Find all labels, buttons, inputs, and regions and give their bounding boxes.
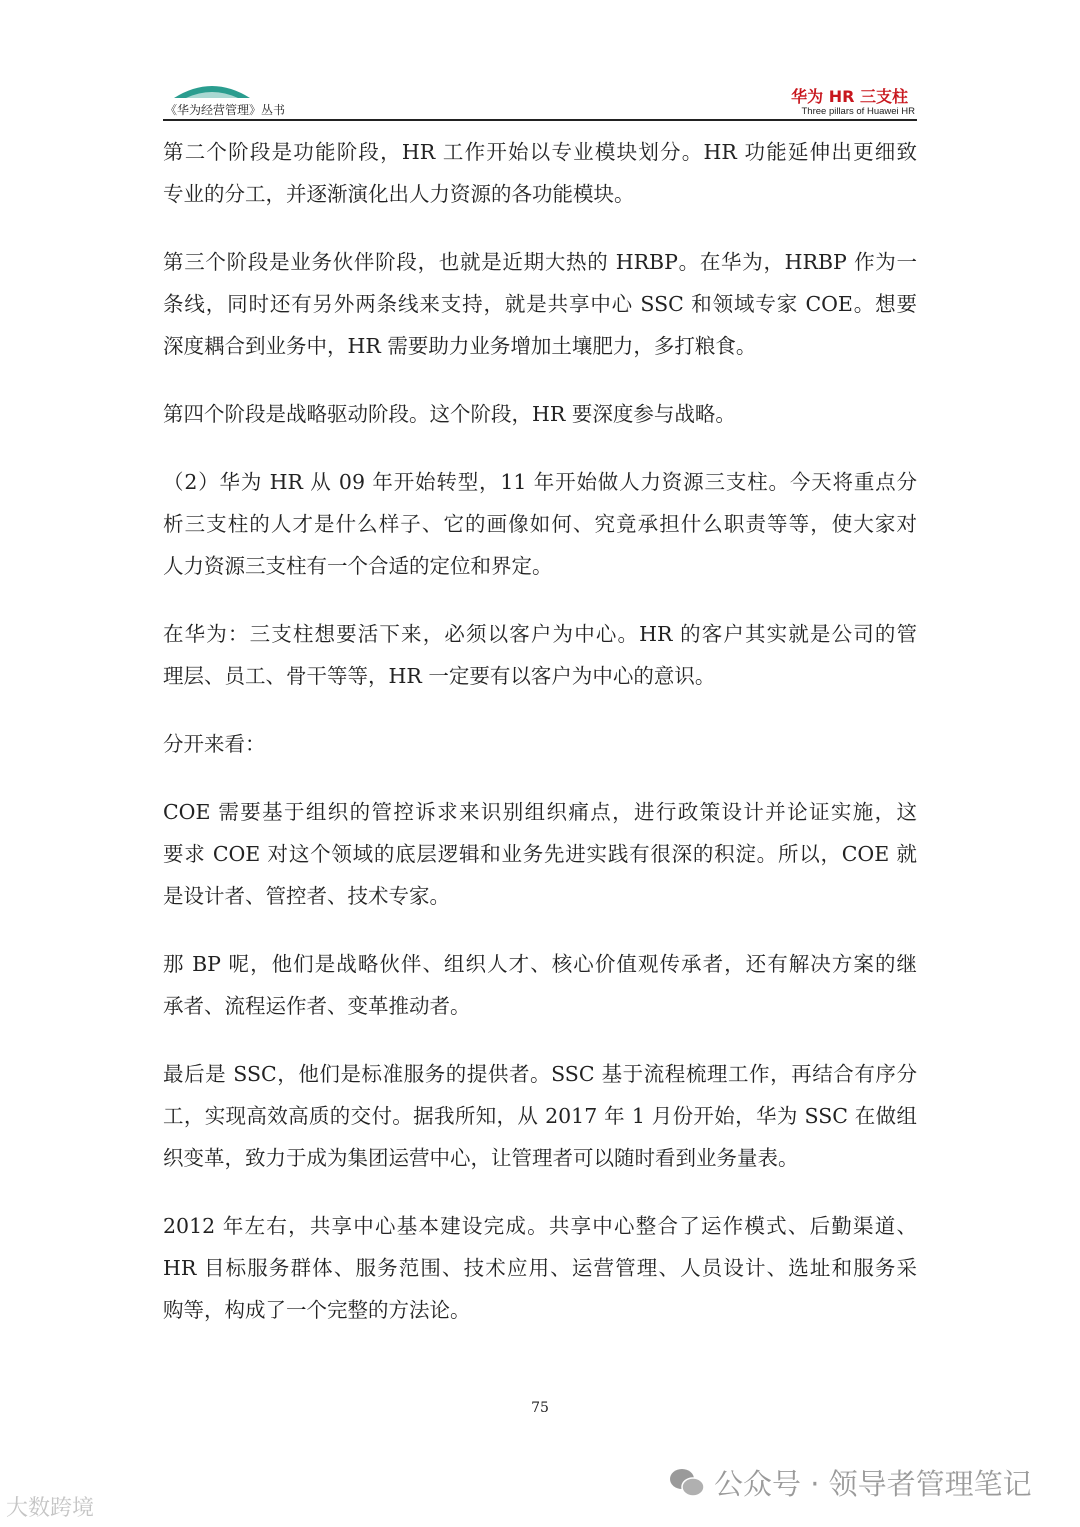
text-line: 织变革，致力于成为集团运营中心，让管理者可以随时看到业务量表。 [163, 1146, 799, 1170]
header-divider [163, 119, 917, 121]
wechat-icon [668, 1466, 706, 1500]
book-series-title: 《华为经营管理》丛书 [165, 103, 286, 117]
text-line: 人力资源三支柱有一个合适的定位和界定。 [163, 554, 553, 578]
document-body [163, 131, 917, 1357]
text-line: 在华为：三支柱想要活下来，必须以客户为中心。HR 的客户其实就是公司的管 [163, 622, 917, 646]
paragraph [163, 393, 917, 435]
source-watermark-text: 大数跨境 [6, 1496, 95, 1521]
text-line: 深度耦合到业务中，HR 需要助力业务增加土壤肥力，多打粮食。 [163, 334, 757, 358]
text-line: 最后是 SSC，他们是标准服务的提供者。SSC 基于流程梳理工作，再结合有序分 [163, 1062, 917, 1086]
text-line: 分开来看： [163, 732, 266, 756]
text-line: 2012 年左右，共享中心基本建设完成。共享中心整合了运作模式、后勤渠道、 [163, 1214, 917, 1238]
text-line: （2）华为 HR 从 09 年开始转型，11 年开始做人力资源三支柱。今天将重点分 [163, 470, 917, 494]
text-line: 承者、流程运作者、变革推动者。 [163, 994, 471, 1018]
text-line: 理层、员工、骨干等等，HR 一定要有以客户为中心的意识。 [163, 664, 716, 688]
brand-title-en: Three pillars of Huawei HR [801, 106, 915, 117]
wechat-watermark [668, 1462, 1032, 1503]
paragraph [163, 613, 917, 697]
text-line: 专业的分工，并逐渐演化出人力资源的各功能模块。 [163, 182, 635, 206]
paragraph [163, 723, 917, 765]
text-line: 要求 COE 对这个领域的底层逻辑和业务先进实践有很深的积淀。所以，COE 就 [163, 842, 917, 866]
text-line: 条线，同时还有另外两条线来支持，就是共享中心 SSC 和领域专家 COE。想要 [163, 292, 917, 316]
text-line: COE 需要基于组织的管控诉求来识别组织痛点，进行政策设计并论证实施，这 [163, 800, 917, 824]
paragraph [163, 131, 917, 215]
paragraph [163, 791, 917, 917]
brand-title-cn: 华为 HR 三支柱 [791, 87, 908, 106]
text-line: 购等，构成了一个完整的方法论。 [163, 1298, 471, 1322]
text-line: 是设计者、管控者、技术专家。 [163, 884, 450, 908]
text-line: 工，实现高效高质的交付。据我所知，从 2017 年 1 月份开始，华为 SSC 在做组 [163, 1104, 917, 1128]
paragraph [163, 461, 917, 587]
text-line: 第三个阶段是业务伙伴阶段，也就是近期大热的 HRBP。在华为，HRBP 作为一 [163, 250, 917, 274]
source-watermark [6, 1491, 94, 1522]
text-line: HR 目标服务群体、服务范围、技术应用、运营管理、人员设计、选址和服务采 [163, 1256, 917, 1280]
wechat-watermark-text: 公众号 · 领导者管理笔记 [714, 1467, 1032, 1501]
paragraph [163, 241, 917, 367]
paragraph [163, 943, 917, 1027]
paragraph [163, 1205, 917, 1331]
text-line: 第二个阶段是功能阶段，HR 工作开始以专业模块划分。HR 功能延伸出更细致 [163, 140, 917, 164]
text-line: 那 BP 呢，他们是战略伙伴、组织人才、核心价值观传承者，还有解决方案的继 [163, 952, 917, 976]
publisher-logo-icon [172, 80, 252, 100]
page-number: 75 [531, 1400, 549, 1416]
text-line: 析三支柱的人才是什么样子、它的画像如何、究竟承担什么职责等等，使大家对 [163, 512, 917, 536]
paragraph [163, 1053, 917, 1179]
text-line: 第四个阶段是战略驱动阶段。这个阶段，HR 要深度参与战略。 [163, 402, 736, 426]
